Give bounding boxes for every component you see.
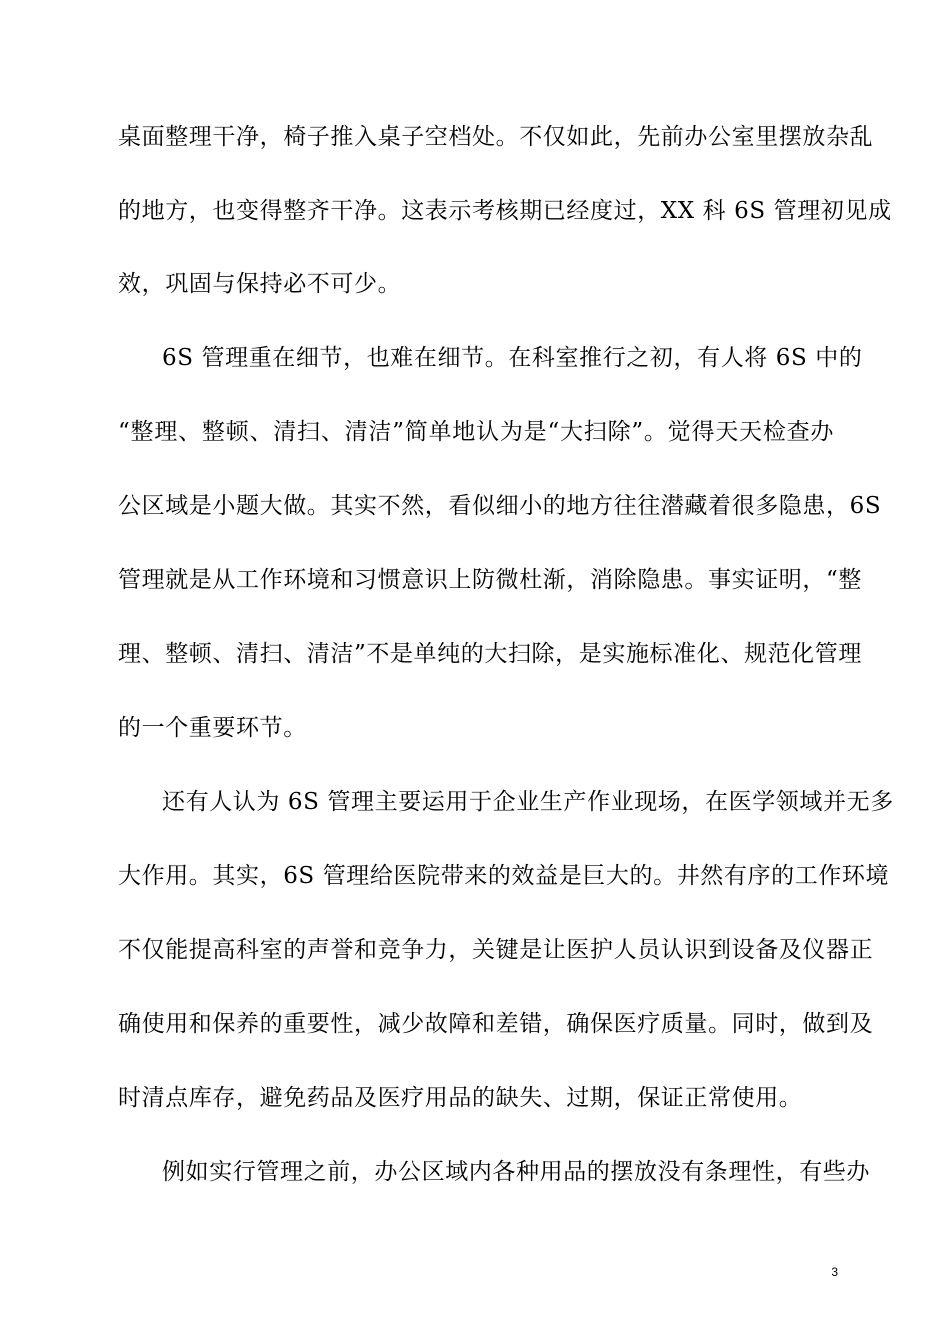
text-line: 确使用和保养的重要性，减少故障和差错，确保医疗质量。同时，做到及 bbox=[118, 1011, 874, 1037]
text-line: 的一个重要环节。 bbox=[118, 715, 307, 741]
text-line: 桌面整理干净，椅子推入桌子空档处。不仅如此，先前办公室里摆放杂乱 bbox=[118, 124, 874, 150]
text-line: 公区域是小题大做。其实不然，看似细小的地方往往潜藏着很多隐患，6S bbox=[118, 493, 882, 519]
text-line: 不仅能提高科室的声誉和竞争力，关键是让医护人员认识到设备及仪器正 bbox=[118, 937, 874, 963]
text-line: 时清点库存，避免药品及医疗用品的缺失、过期，保证正常使用。 bbox=[118, 1085, 803, 1111]
text-line: 效，巩固与保持必不可少。 bbox=[118, 271, 402, 297]
text-line: 6S 管理重在细节，也难在细节。在科室推行之初，有人将 6S 中的 bbox=[162, 345, 863, 371]
text-line: 还有人认为 6S 管理主要运用于企业生产作业现场，在医学领域并无多 bbox=[162, 789, 894, 815]
text-line: 管理就是从工作环境和习惯意识上防微杜渐，消除隐患。事实证明，“整 bbox=[118, 567, 862, 593]
text-line: 例如实行管理之前，办公区域内各种用品的摆放没有条理性，有些办 bbox=[162, 1159, 870, 1185]
text-line: 理、整顿、清扫、清洁”不是单纯的大扫除，是实施标准化、规范化管理 bbox=[118, 641, 862, 667]
text-line: 大作用。其实，6S 管理给医院带来的效益是巨大的。井然有序的工作环境 bbox=[118, 863, 890, 889]
page-number: 3 bbox=[831, 1265, 838, 1279]
text-line: 的地方，也变得整齐干净。这表示考核期已经度过，XX 科 6S 管理初见成 bbox=[118, 198, 892, 224]
text-line: “整理、整顿、清扫、清洁”简单地认为是“大扫除”。觉得天天检查办 bbox=[118, 419, 834, 445]
